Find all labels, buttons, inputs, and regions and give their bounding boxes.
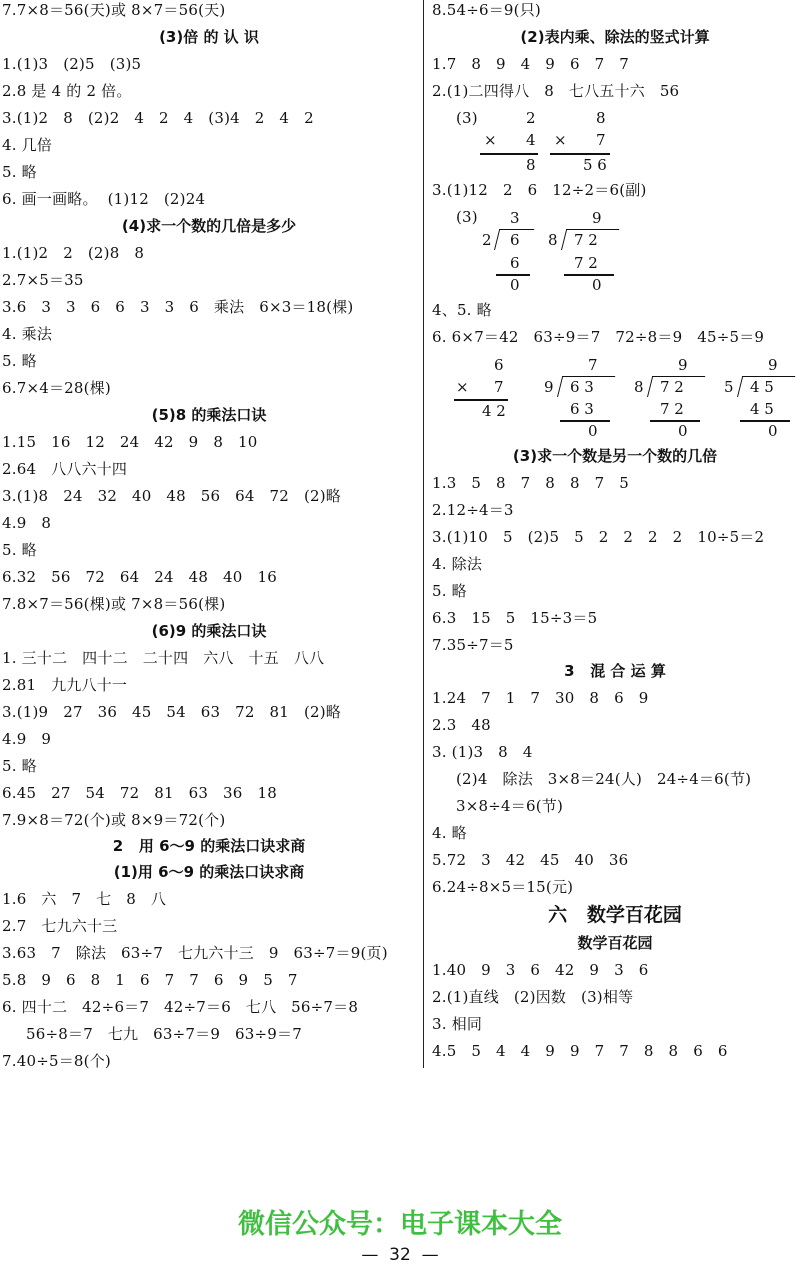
long-division — [634, 355, 704, 439]
answer-line: (3) — [456, 109, 478, 127]
long-division — [544, 355, 614, 439]
product: 8 — [526, 156, 536, 174]
long-division — [480, 208, 532, 292]
product: 5 6 — [583, 156, 607, 174]
answer-line: 3. (1)3 8 4 — [432, 743, 533, 761]
product: 4 2 — [482, 402, 506, 420]
answer-line: 6. 6×7＝42 63÷9＝7 72÷8＝9 45÷5＝9 — [432, 328, 765, 346]
answer-line: 4. 略 — [432, 824, 467, 842]
column-divider — [423, 0, 424, 1068]
multiplicand: 8 — [596, 109, 606, 127]
dividend: 4 5 — [750, 378, 774, 396]
answer-line: 6.24÷8×5＝15(元) — [432, 878, 574, 896]
times-sign: × — [554, 131, 567, 149]
answer-line: 6.3 15 5 15÷3＝5 — [432, 609, 598, 627]
answer-line: (3) — [456, 208, 478, 226]
answer-line: 1.6 六 7 七 8 八 — [2, 890, 167, 908]
answer-line: 2.8 是 4 的 2 倍。 — [2, 82, 132, 100]
answer-line: 1.15 16 12 24 42 9 8 10 — [2, 433, 258, 451]
answer-line: 3.(1)12 2 6 12÷2＝6(副) — [432, 181, 647, 199]
remainder: 0 — [510, 276, 520, 294]
subtraction-line — [740, 420, 790, 422]
divisor: 8 — [634, 378, 644, 396]
answer-line: 3. 相同 — [432, 1015, 483, 1033]
answer-line: 3.(1)8 24 32 40 48 56 64 72 (2)略 — [2, 487, 341, 505]
answer-line: 1. 三十二 四十二 二十四 六八 十五 八八 — [2, 649, 325, 667]
multiplicand: 2 — [526, 109, 536, 127]
answer-line: 5. 略 — [2, 541, 37, 559]
answer-line: 6.45 27 54 72 81 63 36 18 — [2, 784, 277, 802]
answer-line: 6.7×4＝28(棵) — [2, 379, 111, 397]
answer-line: 4. 乘法 — [2, 325, 53, 343]
times-sign: × — [456, 378, 469, 396]
multiplier: 7 — [494, 378, 504, 396]
quotient: 3 — [510, 209, 520, 227]
section-heading: 数学百花园 — [577, 934, 653, 952]
answer-line: 2.64 八八六十四 — [2, 460, 128, 478]
long-division — [724, 355, 794, 439]
remainder: 0 — [768, 422, 778, 440]
subtraction-line — [564, 274, 614, 276]
section-heading: (3)倍 的 认 识 — [159, 28, 259, 46]
chapter-title: 六 数学百花园 — [548, 904, 682, 926]
partial-product: 6 3 — [570, 400, 594, 418]
answer-line: 1.3 5 8 7 8 8 7 5 — [432, 474, 629, 492]
answer-line: 3.(1)9 27 36 45 54 63 72 81 (2)略 — [2, 703, 341, 721]
answer-line: 2.7 七九六十三 — [2, 917, 118, 935]
page-number: — 32 — — [361, 1245, 439, 1265]
divisor: 5 — [724, 378, 734, 396]
answer-line: 6. 四十二 42÷6＝7 42÷7＝6 七八 56÷7＝8 — [2, 998, 359, 1016]
answer-line: 3.6 3 3 6 6 3 3 6 乘法 6×3＝18(棵) — [2, 298, 354, 316]
section-heading: (3)求一个数是另一个数的几倍 — [512, 447, 718, 465]
answer-line: 5.72 3 42 45 40 36 — [432, 851, 629, 869]
divisor: 2 — [482, 231, 492, 249]
answer-line: (2)4 除法 3×8＝24(人) 24÷4＝6(节) — [456, 770, 752, 788]
answer-line: 4、5. 略 — [432, 301, 492, 319]
quotient: 7 — [588, 356, 598, 374]
answer-line: 2.(1)二四得八 8 七八五十六 56 — [432, 82, 680, 100]
answer-line: 7.40÷5＝8(个) — [2, 1052, 111, 1070]
vertical-multiplication — [454, 355, 514, 421]
divisor: 9 — [544, 378, 554, 396]
answer-line: 1.(1)2 2 (2)8 8 — [2, 244, 145, 262]
answer-line: 6.32 56 72 64 24 48 40 16 — [2, 568, 277, 586]
answer-line: 2.12÷4＝3 — [432, 501, 514, 519]
answer-line: 1.(1)3 (2)5 (3)5 — [2, 55, 142, 73]
vertical-multiplication — [480, 108, 540, 174]
section-heading: (4)求一个数的几倍是多少 — [121, 217, 297, 235]
quotient: 9 — [768, 356, 778, 374]
answer-line: 2.(1)直线 (2)因数 (3)相等 — [432, 988, 634, 1006]
remainder: 0 — [588, 422, 598, 440]
divisor: 8 — [548, 231, 558, 249]
remainder: 0 — [678, 422, 688, 440]
partial-product: 4 5 — [750, 400, 774, 418]
answer-line: 7.9×8＝72(个)或 8×9＝72(个) — [2, 811, 226, 829]
section-heading: (2)表内乘、除法的竖式计算 — [520, 28, 710, 46]
section-heading: (5)8 的乘法口诀 — [151, 406, 267, 424]
subtraction-line — [560, 420, 610, 422]
answer-line: 8.54÷6＝9(只) — [432, 1, 541, 19]
answer-line: 3.63 7 除法 63÷7 七九六十三 9 63÷7＝9(页) — [2, 944, 388, 962]
answer-line: 5.8 9 6 8 1 6 7 7 6 9 5 7 — [2, 971, 298, 989]
answer-line: 4. 除法 — [432, 555, 483, 573]
answer-line: 1.40 9 3 6 42 9 3 6 — [432, 961, 649, 979]
partial-product: 7 2 — [660, 400, 684, 418]
quotient: 9 — [678, 356, 688, 374]
answer-line: 4.9 8 — [2, 514, 52, 532]
answer-line: 3×8÷4＝6(节) — [456, 797, 564, 815]
dividend: 7 2 — [574, 231, 598, 249]
long-division — [548, 208, 618, 292]
answer-line: 4.5 5 4 4 9 9 7 7 8 8 6 6 — [432, 1042, 728, 1060]
answer-line: 5. 略 — [432, 582, 467, 600]
watermark: 微信公众号：电子课本大全 — [238, 1209, 562, 1240]
answer-line: 3.(1)10 5 (2)5 5 2 2 2 2 10÷5＝2 — [432, 528, 765, 546]
answer-line: 6. 画一画略。 (1)12 (2)24 — [2, 190, 206, 208]
answer-line: 1.7 8 9 4 9 6 7 7 — [432, 55, 629, 73]
quotient: 9 — [592, 209, 602, 227]
subtraction-line — [650, 420, 700, 422]
chapter-heading: 3 混 合 运 算 — [564, 662, 666, 680]
vertical-multiplication — [550, 108, 612, 174]
dividend: 6 3 — [570, 378, 594, 396]
answer-line: 2.3 48 — [432, 716, 491, 734]
multiplicand: 6 — [494, 356, 504, 374]
answer-line: 5. 略 — [2, 352, 37, 370]
multiplier: 7 — [596, 131, 606, 149]
chapter-heading: 2 用 6～9 的乘法口诀求商 — [112, 837, 306, 855]
dividend: 7 2 — [660, 378, 684, 396]
answer-line: 4.9 9 — [2, 730, 52, 748]
answer-line: 2.7×5＝35 — [2, 271, 84, 289]
answer-line: 1.24 7 1 7 30 8 6 9 — [432, 689, 649, 707]
dividend: 6 — [510, 231, 520, 249]
section-heading: (1)用 6～9 的乘法口诀求商 — [113, 863, 305, 881]
times-sign: × — [484, 131, 497, 149]
answer-line: 5. 略 — [2, 757, 37, 775]
answer-line: 7.7×8＝56(天)或 8×7＝56(天) — [2, 1, 226, 19]
section-heading: (6)9 的乘法口诀 — [151, 622, 267, 640]
answer-line: 5. 略 — [2, 163, 37, 181]
answer-line: 4. 几倍 — [2, 136, 53, 154]
remainder: 0 — [592, 276, 602, 294]
answer-line: 2.81 九九八十一 — [2, 676, 128, 694]
multiplier: 4 — [526, 131, 536, 149]
partial-product: 6 — [510, 254, 520, 272]
partial-product: 7 2 — [574, 254, 598, 272]
answer-line: 7.8×7＝56(棵)或 7×8＝56(棵) — [2, 595, 226, 613]
answer-line: 7.35÷7＝5 — [432, 636, 514, 654]
answer-line: 56÷8＝7 七九 63÷7＝9 63÷9＝7 — [26, 1025, 302, 1043]
answer-line: 3.(1)2 8 (2)2 4 2 4 (3)4 2 4 2 — [2, 109, 314, 127]
